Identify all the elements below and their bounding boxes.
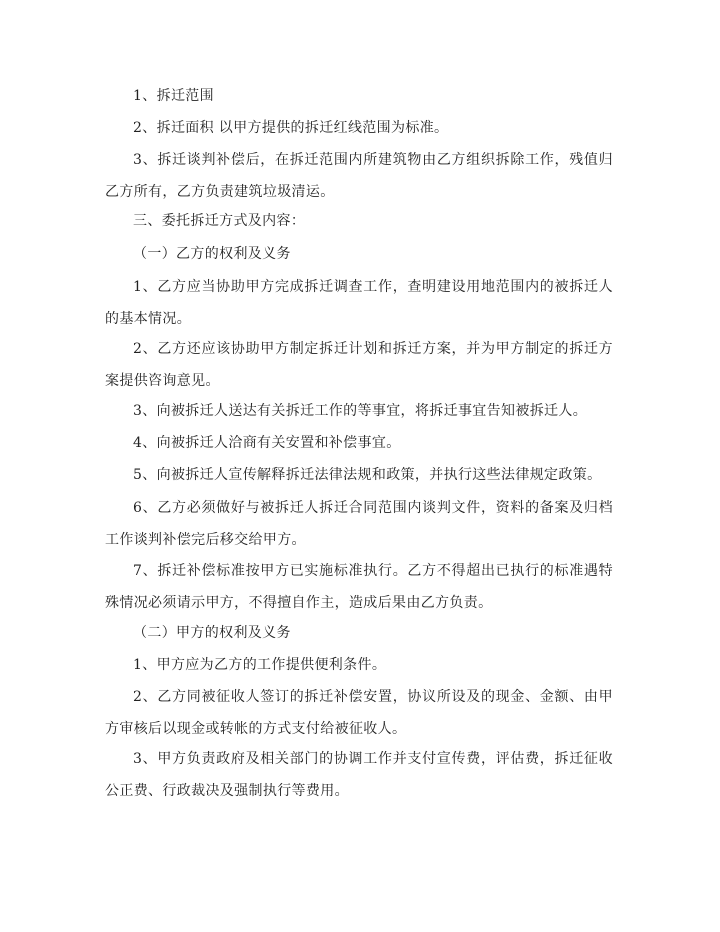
section-heading-entrustment: 三、委托拆迁方式及内容： — [133, 213, 306, 229]
paragraph-party-b-item-1: 1、乙方应当协助甲方完成拆迁调查工作，查明建设用地范围内的被拆迁人的基本情况。 — [105, 279, 613, 327]
paragraph-party-b-item-2: 2、乙方还应该协助甲方制定拆迁计划和拆迁方案，并为甲方制定的拆迁方案提供咨询意见。 — [105, 341, 613, 389]
paragraph-party-a-item-1: 1、甲方应为乙方的工作提供便利条件。 — [133, 657, 387, 673]
paragraph-party-b-item-4: 4、向被拆迁人洽商有关安置和补偿事宜。 — [133, 435, 401, 451]
subsection-heading-party-b: （一）乙方的权利及义务 — [133, 246, 291, 262]
paragraph-demolition-scope: 1、拆迁范围 — [133, 88, 215, 104]
paragraph-party-b-item-7: 7、拆迁补偿标准按甲方已实施标准执行。乙方不得超出已执行的标准遇特殊情况必须请示甲方，不得擅自作主，造成后果由乙方负责。 — [105, 563, 613, 611]
subsection-heading-party-a: （二）甲方的权利及义务 — [133, 625, 291, 641]
paragraph-party-b-item-6: 6、乙方必须做好与被拆迁人拆迁合同范围内谈判文件，资料的备案及归档工作谈判补偿完后移交给甲方。 — [105, 500, 613, 548]
paragraph-party-b-item-3: 3、向被拆迁人送达有关拆迁工作的等事宜，将拆迁事宜告知被拆迁人。 — [133, 403, 588, 419]
paragraph-demolition-area: 2、拆迁面积 以甲方提供的拆迁红线范围为标准。 — [133, 120, 449, 136]
paragraph-party-a-item-2: 2、乙方同被征收人签订的拆迁补偿安置，协议所设及的现金、金额、由甲方审核后以现金或转帐的方式支付给被征收人。 — [105, 689, 613, 737]
paragraph-demolition-negotiation: 3、拆迁谈判补偿后，在拆迁范围内所建筑物由乙方组织拆除工作，残值归乙方所有，乙方负责建筑垃圾清运。 — [105, 152, 613, 200]
paragraph-party-b-item-5: 5、向被拆迁人宣传解释拆迁法律法规和政策，并执行这些法律规定政策。 — [133, 467, 602, 483]
paragraph-party-a-item-3: 3、甲方负责政府及相关部门的协调工作并支付宣传费，评估费，拆迁征收公正费、行政裁决及强制执行等费用。 — [105, 751, 613, 799]
